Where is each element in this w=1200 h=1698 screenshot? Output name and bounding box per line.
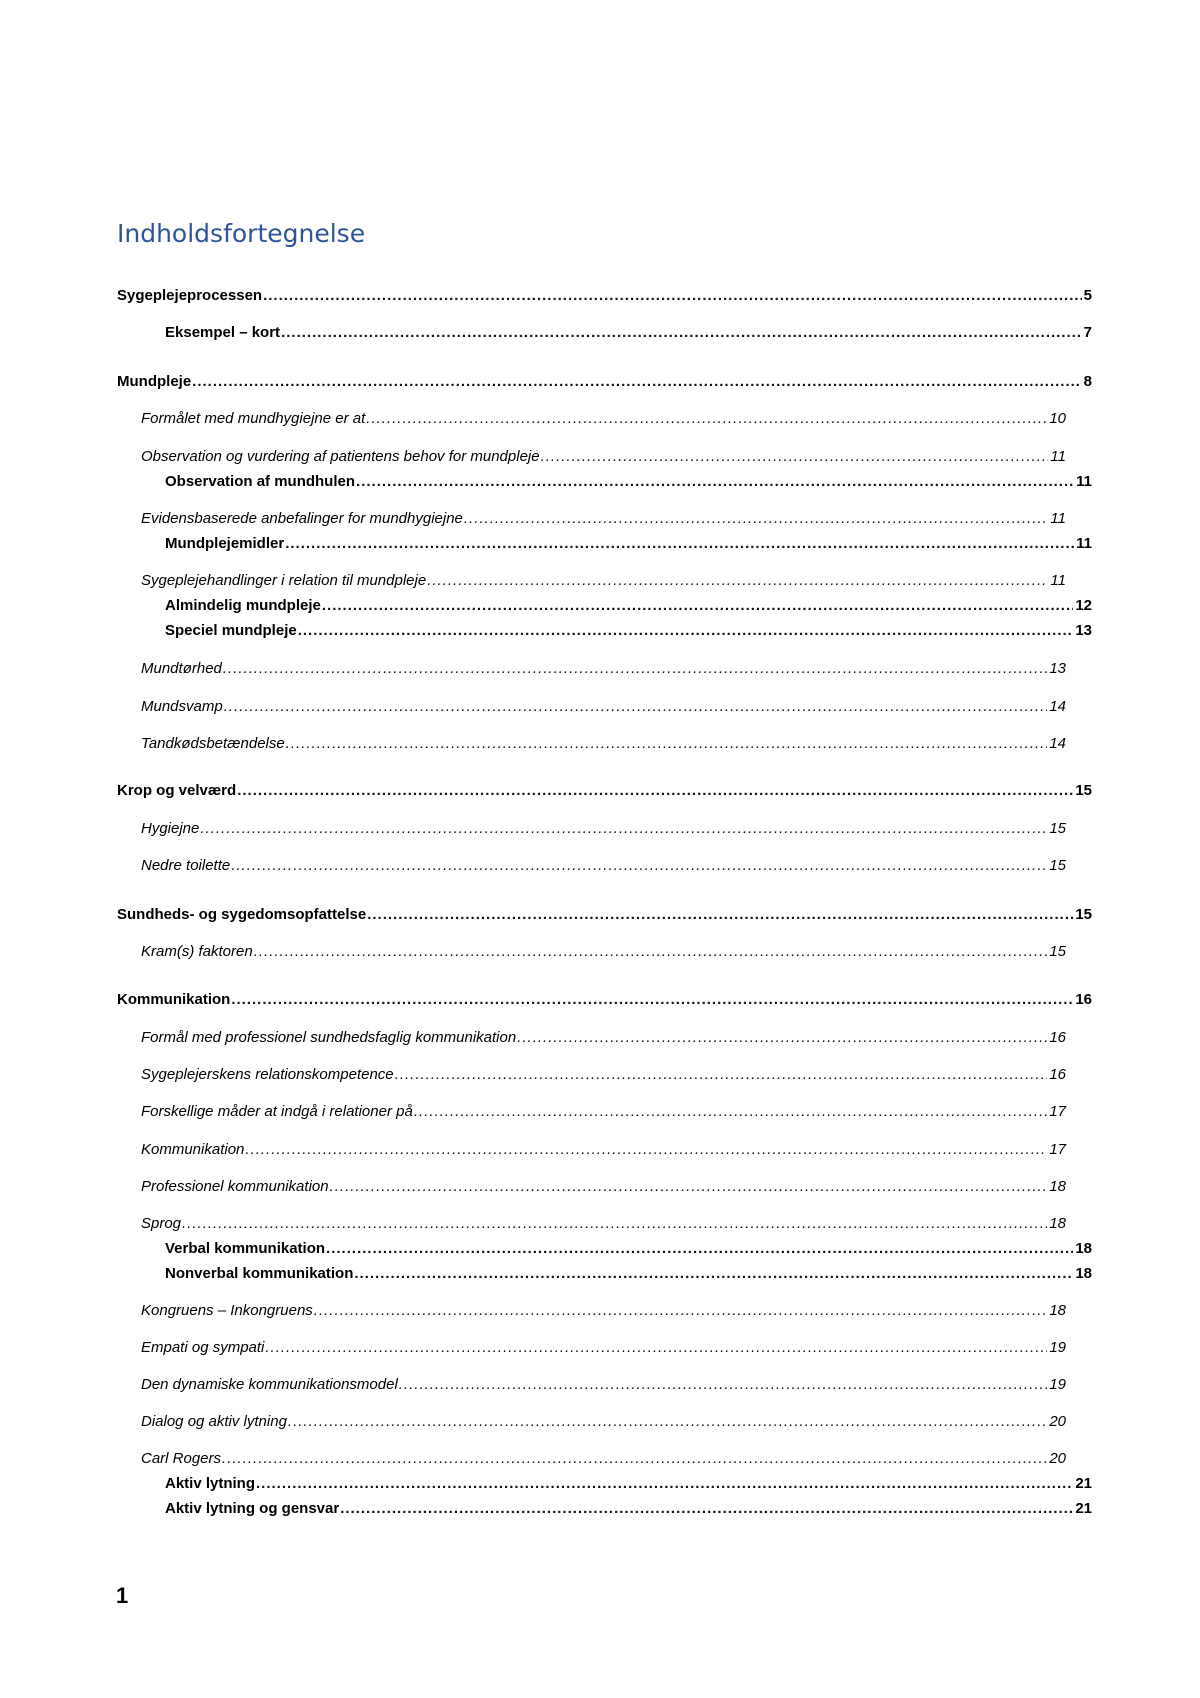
toc-entry-text: Sprog: [141, 1215, 182, 1232]
toc-page-number: 11: [1076, 535, 1092, 552]
toc-entry-observation-af-mundhulen[interactable]: [165, 471, 1092, 493]
dot-leader: [223, 658, 1047, 680]
toc-entry-text: Dialog og aktiv lytning: [141, 1413, 287, 1430]
toc-entry-text: Kongruens – Inkongruens: [141, 1302, 313, 1319]
toc-entry-text: Kommunikation: [141, 1141, 245, 1158]
toc-entry-text: Kommunikation: [117, 991, 231, 1008]
toc-entry-text: Evidensbaserede anbefalinger for mundhygiejne: [141, 510, 463, 527]
toc-entry-text: Sygeplejehandlinger i relation til mundpleje: [141, 572, 427, 589]
toc-page-number: 14: [1049, 698, 1066, 715]
toc-page-number: 18: [1049, 1215, 1066, 1232]
toc-entry-dialog-og-aktiv-lytning[interactable]: [141, 1411, 1066, 1433]
toc-page-number: 13: [1075, 622, 1092, 639]
dot-leader: [399, 1374, 1048, 1396]
dot-leader: [354, 1263, 1073, 1285]
toc-entry-text: Den dynamiske kommunikationsmodel: [141, 1376, 398, 1393]
toc-page-number: 15: [1075, 906, 1092, 923]
toc-entry-text: Sundheds- og sygedomsopfattelse: [117, 906, 367, 923]
dot-leader: [326, 1238, 1073, 1260]
dot-leader: [281, 322, 1082, 344]
dot-leader: [322, 595, 1073, 617]
toc-entry-text: Verbal kommunikation: [165, 1240, 326, 1257]
toc-entry-text: Observation af mundhulen: [165, 473, 356, 490]
toc-entry-text: Krop og velværd: [117, 782, 237, 799]
toc-entry-text: Nedre toilette: [141, 857, 231, 874]
dot-leader: [340, 1498, 1073, 1520]
dot-leader: [231, 989, 1073, 1011]
toc-entry-text: Mundplejemidler: [165, 535, 285, 552]
toc-entry-empati-og-sympati[interactable]: [141, 1337, 1066, 1359]
toc-entry-text: Formål med professionel sundhedsfaglig kommunikation: [141, 1029, 517, 1046]
toc-entry-mundpleje[interactable]: [117, 371, 1092, 393]
toc-page-number: 13: [1049, 660, 1066, 677]
toc-entry-krop-og-velvaerd[interactable]: [117, 780, 1092, 802]
toc-page-number: 18: [1049, 1178, 1066, 1195]
toc-page-number: 20: [1049, 1450, 1066, 1467]
toc-entry-nedre-toilette[interactable]: [141, 855, 1066, 877]
toc-page-number: 20: [1049, 1413, 1066, 1430]
toc-page-number: 7: [1083, 324, 1092, 341]
toc-page-number: 10: [1049, 410, 1066, 427]
toc-entry-hygiejne[interactable]: [141, 818, 1066, 840]
toc-page-number: 19: [1049, 1339, 1066, 1356]
toc-page-number: 19: [1049, 1376, 1066, 1393]
toc-page-number: 18: [1075, 1240, 1092, 1257]
toc-title: Indholdsfortegnelse: [117, 219, 366, 248]
toc-page-number: 15: [1049, 857, 1066, 874]
toc-page-number: 17: [1049, 1103, 1066, 1120]
dot-leader: [265, 1337, 1047, 1359]
toc-entry-mundtoerhed[interactable]: [141, 658, 1066, 680]
toc-page-number: 11: [1050, 510, 1066, 527]
toc-entry-sprog[interactable]: [141, 1213, 1066, 1235]
dot-leader: [367, 904, 1073, 926]
toc-entry-tandkoedsbetaendelse[interactable]: [141, 733, 1066, 755]
toc-entry-text: Almindelig mundpleje: [165, 597, 321, 614]
dot-leader: [224, 696, 1048, 718]
toc-entry-formaal-med-professionel[interactable]: [141, 1027, 1066, 1049]
toc-entry-mundsvamp[interactable]: [141, 696, 1066, 718]
toc-entry-text: Mundpleje: [117, 373, 192, 390]
toc-entry-text: Hygiejne: [141, 820, 200, 837]
toc-page-number: 21: [1075, 1500, 1092, 1517]
toc-entry-text: Mundsvamp: [141, 698, 223, 715]
dot-leader: [541, 446, 1049, 468]
toc-entry-sundheds-og-sygdomsopfattelse[interactable]: [117, 904, 1092, 926]
toc-entry-text: Empati og sympati: [141, 1339, 265, 1356]
toc-entry-krams-faktoren[interactable]: [141, 941, 1066, 963]
toc-page-number: 16: [1075, 991, 1092, 1008]
toc-entry-mundplejemidler[interactable]: [165, 533, 1092, 555]
toc-entry-text: Sygeplejeprocessen: [117, 287, 263, 304]
toc-entry-text: Forskellige måder at indgå i relationer på: [141, 1103, 413, 1120]
toc-entry-text: Speciel mundpleje: [165, 622, 297, 639]
dot-leader: [222, 1448, 1047, 1470]
dot-leader: [366, 408, 1047, 430]
dot-leader: [263, 285, 1082, 307]
dot-leader: [288, 1411, 1047, 1433]
toc-entry-observation-og-vurdering[interactable]: [141, 446, 1066, 468]
dot-leader: [414, 1101, 1048, 1123]
dot-leader: [356, 471, 1074, 493]
toc-entry-formaalet-med-mundhygiejne[interactable]: [141, 408, 1066, 430]
dot-leader: [285, 533, 1074, 555]
dot-leader: [330, 1176, 1048, 1198]
toc-entry-professionel-kommunikation[interactable]: [141, 1176, 1066, 1198]
toc-page-number: 21: [1075, 1475, 1092, 1492]
toc-page-number: 16: [1049, 1029, 1066, 1046]
toc-entry-text: Observation og vurdering af patientens behov for mundpleje: [141, 448, 540, 465]
toc-entry-text: Nonverbal kommunikation: [165, 1265, 354, 1282]
dot-leader: [254, 941, 1048, 963]
dot-leader: [395, 1064, 1048, 1086]
dot-leader: [237, 780, 1073, 802]
toc-entry-text: Kram(s) faktoren: [141, 943, 253, 960]
toc-entry-text: Sygeplejerskens relationskompetence: [141, 1066, 394, 1083]
dot-leader: [464, 508, 1049, 530]
toc-page-number: 11: [1050, 448, 1066, 465]
toc-page-number: 18: [1075, 1265, 1092, 1282]
dot-leader: [286, 733, 1048, 755]
toc-page-number: 15: [1049, 943, 1066, 960]
toc-entry-almindelig-mundpleje[interactable]: [165, 595, 1092, 617]
dot-leader: [256, 1473, 1073, 1495]
toc-page-number: 16: [1049, 1066, 1066, 1083]
toc-entry-text: Tandkødsbetændelse: [141, 735, 285, 752]
toc-page-number: 5: [1083, 287, 1092, 304]
toc-page-number: 15: [1049, 820, 1066, 837]
toc-page-number: 11: [1050, 572, 1066, 589]
toc-entry-text: Mundtørhed: [141, 660, 222, 677]
toc-entry-text: Formålet med mundhygiejne er at: [141, 410, 366, 427]
toc-entry-text: Professionel kommunikation: [141, 1178, 329, 1195]
page-number: 1: [116, 1583, 129, 1608]
toc-entry-aktiv-lytning-og-gensvar[interactable]: [165, 1498, 1092, 1520]
toc-entry-kommunikation-sub[interactable]: [141, 1139, 1066, 1161]
toc-entry-sygeplejeprocessen[interactable]: [117, 285, 1092, 307]
dot-leader: [427, 570, 1048, 592]
dot-leader: [298, 620, 1074, 642]
toc-page-number: 12: [1075, 597, 1092, 614]
toc-page-number: 11: [1076, 473, 1092, 490]
toc-entry-forskellige-maader[interactable]: [141, 1101, 1066, 1123]
dot-leader: [245, 1139, 1047, 1161]
toc-page-number: 15: [1075, 782, 1092, 799]
toc-entry-speciel-mundpleje[interactable]: [165, 620, 1092, 642]
toc-page-number: 18: [1049, 1302, 1066, 1319]
toc-entry-carl-rogers[interactable]: [141, 1448, 1066, 1470]
dot-leader: [314, 1300, 1048, 1322]
toc-entry-text: Eksempel – kort: [165, 324, 281, 341]
toc-entry-nonverbal-kommunikation[interactable]: [165, 1263, 1092, 1285]
toc-page-number: 8: [1083, 373, 1092, 390]
toc-entry-kommunikation-heading[interactable]: [117, 989, 1092, 1011]
toc-entry-text: Aktiv lytning og gensvar: [165, 1500, 340, 1517]
dot-leader: [182, 1213, 1047, 1235]
toc-page-number: 17: [1049, 1141, 1066, 1158]
toc-entry-relationskompetence[interactable]: [141, 1064, 1066, 1086]
toc-entry-evidensbaserede-anbefalinger[interactable]: [141, 508, 1066, 530]
toc-entry-sygeplejehandlinger[interactable]: [141, 570, 1066, 592]
toc-entry-text: Aktiv lytning: [165, 1475, 256, 1492]
toc-entry-dynamiske-kommunikationsmodel[interactable]: [141, 1374, 1066, 1396]
toc-entry-kongruens[interactable]: [141, 1300, 1066, 1322]
toc-entry-eksempel-kort[interactable]: [165, 322, 1092, 344]
dot-leader: [200, 818, 1047, 840]
dot-leader: [192, 371, 1081, 393]
dot-leader: [517, 1027, 1047, 1049]
toc-entry-verbal-kommunikation[interactable]: [165, 1238, 1092, 1260]
toc-page-number: 14: [1049, 735, 1066, 752]
dot-leader: [231, 855, 1047, 877]
toc-entry-aktiv-lytning[interactable]: [165, 1473, 1092, 1495]
toc-entry-text: Carl Rogers: [141, 1450, 222, 1467]
